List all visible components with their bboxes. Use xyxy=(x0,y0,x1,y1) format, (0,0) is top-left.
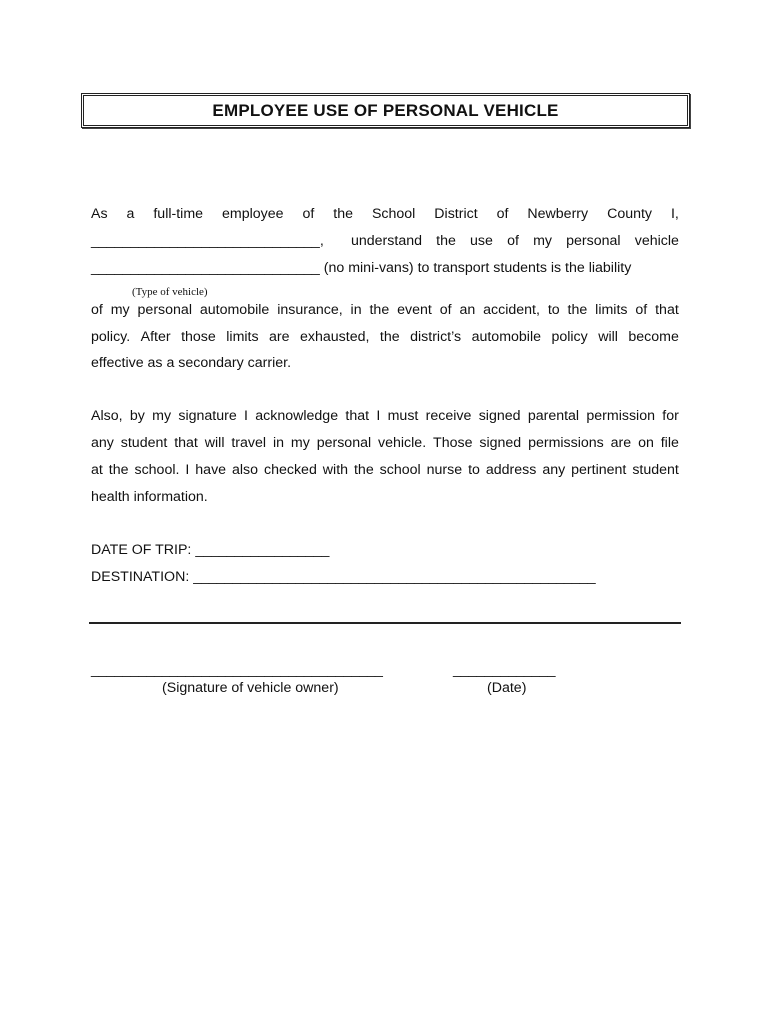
word: I, xyxy=(670,206,679,222)
word: exhausted, xyxy=(300,329,370,345)
word: of xyxy=(496,206,509,222)
word: understand xyxy=(351,233,422,249)
word: my xyxy=(152,408,172,424)
word: limits xyxy=(595,302,628,318)
word: an xyxy=(459,302,476,318)
word: full-time xyxy=(153,206,204,222)
word: have xyxy=(195,462,227,478)
para2-line4: health information. xyxy=(91,489,208,505)
word: employee xyxy=(221,206,284,222)
date-signature-line: _____________ xyxy=(453,662,556,678)
word: student xyxy=(120,435,168,451)
word: my xyxy=(533,233,552,249)
word: personal xyxy=(316,435,372,451)
word: permission xyxy=(586,408,655,424)
word: Newberry xyxy=(527,206,589,222)
word: automobile xyxy=(471,329,541,345)
word: District xyxy=(434,206,478,222)
date-of-trip-field: DATE OF TRIP: _________________ xyxy=(91,542,330,558)
destination-field: DESTINATION: ___________________________________________________ xyxy=(91,569,596,585)
word: become xyxy=(628,329,679,345)
word: signed xyxy=(478,408,521,424)
word: School xyxy=(371,206,416,222)
word: at xyxy=(91,462,103,478)
word: I xyxy=(185,462,190,478)
word: vehicle xyxy=(634,233,679,249)
word: address xyxy=(485,462,537,478)
word: accident, xyxy=(483,302,540,318)
word: event xyxy=(397,302,432,318)
word: school xyxy=(379,462,421,478)
word: automobile xyxy=(199,302,270,318)
para1-line4 xyxy=(91,301,679,319)
word: my xyxy=(290,435,310,451)
word: the xyxy=(333,206,353,222)
para1-line1 xyxy=(91,205,679,223)
word: those xyxy=(181,329,216,345)
word: acknowledge xyxy=(255,408,339,424)
word: permissions xyxy=(528,435,604,451)
date-caption: (Date) xyxy=(487,680,527,696)
word: the xyxy=(379,329,400,345)
word: my xyxy=(110,302,130,318)
word: the xyxy=(108,462,129,478)
word: in xyxy=(272,435,284,451)
word: that xyxy=(655,302,679,318)
word: school. xyxy=(134,462,180,478)
word: in xyxy=(350,302,362,318)
word: checked xyxy=(264,462,317,478)
word: receive xyxy=(425,408,472,424)
word: pertinent xyxy=(571,462,627,478)
word: on xyxy=(638,435,654,451)
word: that xyxy=(174,435,198,451)
word: signature xyxy=(178,408,237,424)
word: must xyxy=(387,408,419,424)
title-box xyxy=(81,93,690,128)
word: will xyxy=(204,435,225,451)
word: the xyxy=(567,302,588,318)
word: a xyxy=(126,206,135,222)
word: any xyxy=(542,462,566,478)
vehicle-type-caption: (Type of vehicle) xyxy=(132,286,208,298)
para1-line6: effective as a secondary carrier. xyxy=(91,355,292,371)
word: vehicle. xyxy=(378,435,427,451)
word: to xyxy=(468,462,480,478)
word: parental xyxy=(527,408,580,424)
word: County xyxy=(607,206,653,222)
word: After xyxy=(140,329,171,345)
word: of xyxy=(302,206,315,222)
word: file xyxy=(660,435,679,451)
word: of xyxy=(635,302,648,318)
word: with xyxy=(322,462,349,478)
para2-line1 xyxy=(91,407,679,425)
word: Those xyxy=(433,435,473,451)
word: nurse xyxy=(426,462,463,478)
para1-line5 xyxy=(91,328,679,346)
word: the xyxy=(353,462,374,478)
owner-signature-line: _____________________________________ xyxy=(91,662,383,678)
word: travel xyxy=(231,435,267,451)
word: I xyxy=(244,408,248,424)
para2-line2 xyxy=(91,434,679,452)
word: policy. xyxy=(91,329,131,345)
word: personal xyxy=(137,302,192,318)
owner-signature-caption: (Signature of vehicle owner) xyxy=(162,680,339,696)
word: are xyxy=(269,329,290,345)
word: personal xyxy=(566,233,621,249)
para1-line2 xyxy=(91,232,679,250)
word: also xyxy=(232,462,259,478)
word: limits xyxy=(226,329,259,345)
word: are xyxy=(610,435,632,451)
word: the xyxy=(369,302,390,318)
word: Also, xyxy=(91,408,123,424)
para1-line2-words xyxy=(351,232,679,250)
word: the xyxy=(436,233,456,249)
word: of xyxy=(507,233,519,249)
word: will xyxy=(598,329,618,345)
word: I xyxy=(376,408,381,424)
word: district’s xyxy=(410,329,462,345)
word: of xyxy=(91,302,103,318)
word: insurance, xyxy=(277,302,343,318)
word: of xyxy=(439,302,452,318)
para2-line3 xyxy=(91,461,679,479)
word: policy xyxy=(551,329,588,345)
para1-line3: _____________________________ (no mini-vans) to transport students is the liability xyxy=(91,260,632,276)
word: student xyxy=(632,462,679,478)
separator-rule xyxy=(89,622,681,624)
word: to xyxy=(547,302,560,318)
word: for xyxy=(662,408,679,424)
word: by xyxy=(129,408,145,424)
employee-name-blank: _____________________________, xyxy=(91,233,324,249)
word: use xyxy=(470,233,493,249)
word: any xyxy=(91,435,114,451)
word: As xyxy=(91,206,108,222)
word: signed xyxy=(479,435,522,451)
document-title: EMPLOYEE USE OF PERSONAL VEHICLE xyxy=(212,100,559,120)
word: that xyxy=(345,408,370,424)
